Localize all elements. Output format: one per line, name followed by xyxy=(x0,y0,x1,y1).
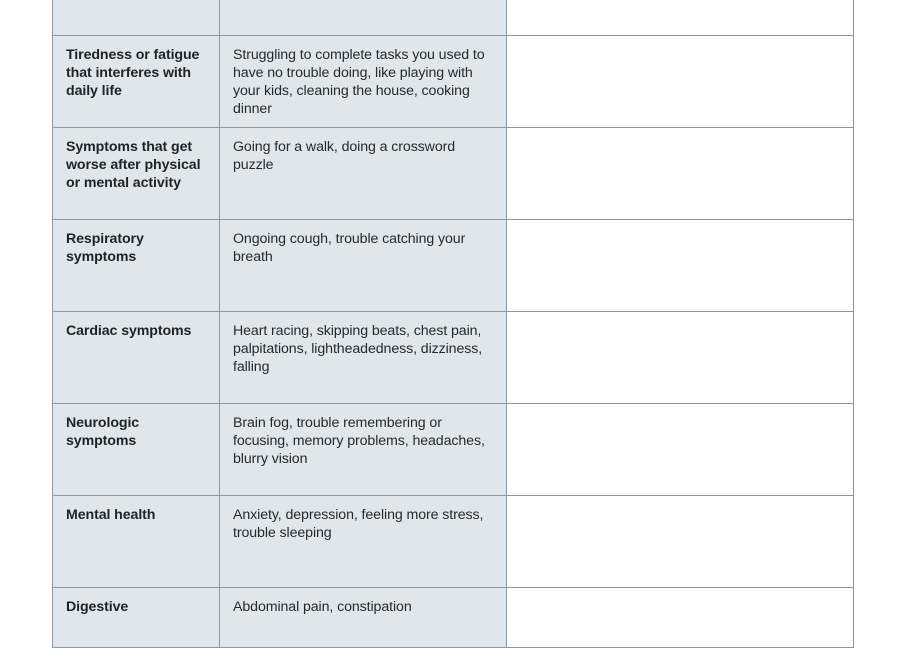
symptom-label xyxy=(53,0,219,10)
example-text xyxy=(220,0,506,10)
symptom-label: Tiredness or fatigue that interferes with daily life xyxy=(66,47,200,99)
notes-cell[interactable] xyxy=(507,220,854,312)
symptom-cell xyxy=(53,496,220,588)
example-cell xyxy=(220,36,507,128)
symptom-cell xyxy=(53,128,220,220)
example-text: Struggling to complete tasks you used to have no trouble doing, like playing with your kids, cleaning the house, cooking dinner xyxy=(233,47,485,117)
example-text: Abdominal pain, constipation xyxy=(233,599,412,615)
notes-cell[interactable] xyxy=(507,588,854,648)
example-cell xyxy=(220,128,507,220)
symptom-cell xyxy=(53,588,220,648)
symptom-cell xyxy=(53,36,220,128)
example-text: Anxiety, depression, feeling more stress, trouble sleeping xyxy=(233,507,484,541)
symptom-label: Respiratory symptoms xyxy=(66,231,144,265)
example-text: Heart racing, skipping beats, chest pain, palpitations, lightheadedness, dizziness, falling xyxy=(233,323,483,375)
notes-cell[interactable] xyxy=(507,404,854,496)
symptom-table xyxy=(52,0,854,648)
example-text: Ongoing cough, trouble catching your breath xyxy=(233,231,466,265)
symptom-cell xyxy=(53,220,220,312)
notes-cell[interactable] xyxy=(507,496,854,588)
symptom-cell xyxy=(53,312,220,404)
symptom-label: Symptoms that get worse after physical or mental activity xyxy=(66,139,201,191)
example-cell xyxy=(220,496,507,588)
notes-cell[interactable] xyxy=(507,0,854,36)
symptom-label: Mental health xyxy=(66,507,156,523)
symptom-label: Neurologic symptoms xyxy=(66,415,140,449)
notes-cell[interactable] xyxy=(507,312,854,404)
symptom-label: Digestive xyxy=(66,599,129,615)
example-cell xyxy=(220,220,507,312)
example-cell xyxy=(220,404,507,496)
table-row xyxy=(53,36,854,128)
example-text: Going for a walk, doing a crossword puzzle xyxy=(233,139,456,173)
notes-cell[interactable] xyxy=(507,36,854,128)
notes-cell[interactable] xyxy=(507,128,854,220)
table-row xyxy=(53,0,854,36)
table-row xyxy=(53,220,854,312)
table-row xyxy=(53,496,854,588)
table-row xyxy=(53,404,854,496)
symptom-label: Cardiac symptoms xyxy=(66,323,192,339)
example-cell xyxy=(220,588,507,648)
symptom-cell xyxy=(53,0,220,36)
table-row xyxy=(53,312,854,404)
table-row xyxy=(53,588,854,648)
example-cell xyxy=(220,0,507,36)
table-row xyxy=(53,128,854,220)
example-text: Brain fog, trouble remembering or focusing, memory problems, headaches, blurry vision xyxy=(233,415,485,467)
example-cell xyxy=(220,312,507,404)
symptom-cell xyxy=(53,404,220,496)
